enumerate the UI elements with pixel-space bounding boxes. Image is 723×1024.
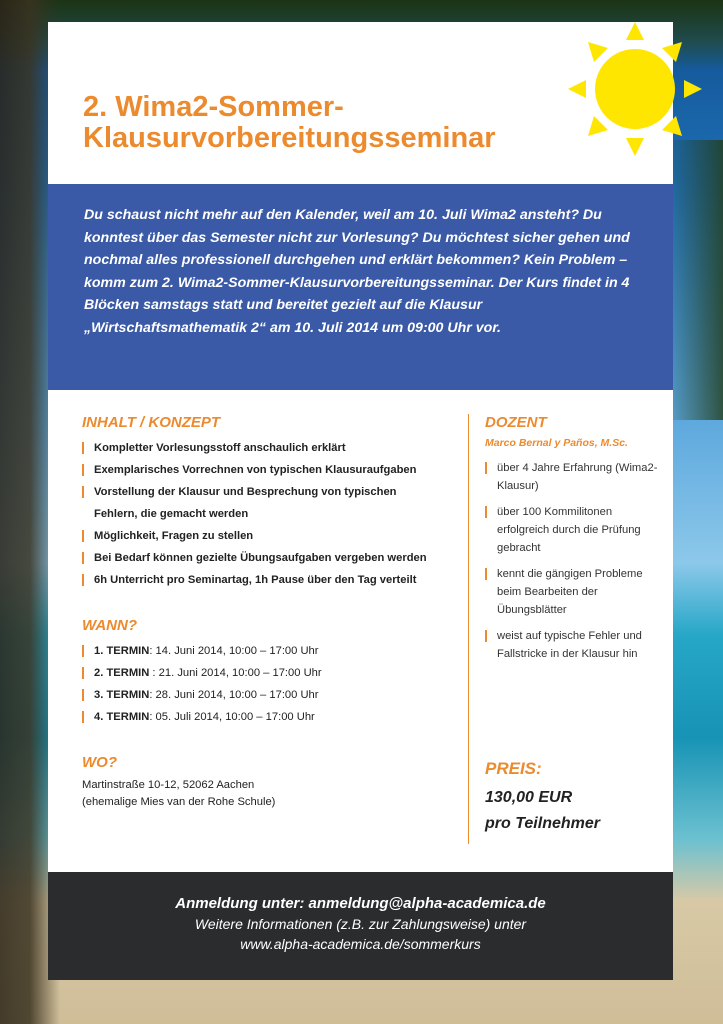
inhalt-list-rest bbox=[82, 525, 442, 591]
termin-sep: : bbox=[149, 689, 156, 701]
list-item: über 100 Kommilitonen erfolgreich durch die Prüfung gebracht bbox=[485, 503, 659, 557]
preis-unit: pro Teilnehmer bbox=[485, 815, 600, 832]
dozent-name: Marco Bernal y Paños, M.Sc. bbox=[485, 437, 628, 449]
wann-heading: WANN? bbox=[82, 617, 137, 634]
termin-sep: : bbox=[149, 667, 159, 679]
wo-address: Martinstraße 10-12, 52062 Aachen bbox=[82, 779, 255, 791]
list-item: Bei Bedarf können gezielte Übungsaufgaben vergeben werden bbox=[82, 547, 442, 569]
termin-date: 05. Juli 2014, 10:00 – 17:00 Uhr bbox=[155, 711, 315, 723]
list-item: Exemplarisches Vorrechnen von typischen Klausuraufgaben bbox=[82, 459, 442, 481]
intro-box bbox=[48, 184, 673, 390]
intro-text: Du schaust nicht mehr auf den Kalender, weil am 10. Juli Wima2 ansteht? Du konntest über das Semester nicht zur Vorlesung? Du möchtest sicher gehen und nochmal alles professionell durchgehen und erklärt bekommen? Kein Problem – komm zum 2. Wima2-Sommer-Klausurvorbereitungsseminar. Der Kurs findet in 4 Blöcken samstags statt und bereitet gezielt auf die Klausur „Wirtschaftsmathematik 2“ am 10. Juli 2014 um 09:00 Uhr vor. bbox=[84, 207, 630, 336]
termin-sep: : bbox=[149, 711, 156, 723]
inhalt-list bbox=[82, 437, 442, 503]
wo-address-note: (ehemalige Mies van der Rohe Schule) bbox=[82, 796, 276, 808]
flyer-title bbox=[83, 92, 553, 154]
preis-amount: 130,00 EUR bbox=[485, 789, 573, 806]
termin-label: 1. TERMIN bbox=[94, 645, 150, 657]
sun-icon bbox=[560, 14, 710, 164]
footer-url: www.alpha-academica.de/sommerkurs bbox=[240, 936, 481, 952]
list-item: Möglichkeit, Fragen zu stellen bbox=[82, 525, 442, 547]
termin-label: 3. TERMIN bbox=[94, 689, 150, 701]
footer bbox=[48, 872, 673, 980]
list-item: 6h Unterricht pro Seminartag, 1h Pause über den Tag verteilt bbox=[82, 569, 442, 591]
list-item: kennt die gängigen Probleme beim Bearbeiten der Übungsblätter bbox=[485, 565, 659, 619]
termin-sep: : bbox=[149, 645, 156, 657]
termin-label: 2. TERMIN bbox=[94, 667, 150, 679]
termin-item bbox=[82, 706, 442, 728]
wo-heading: WO? bbox=[82, 754, 117, 771]
title-line-1: 2. Wima2-Sommer- bbox=[83, 91, 344, 123]
dozent-heading: DOZENT bbox=[485, 414, 547, 431]
termin-item bbox=[82, 662, 442, 684]
title-line-2: Klausurvorbereitungsseminar bbox=[83, 122, 496, 154]
inhalt-heading: INHALT / KONZEPT bbox=[82, 414, 221, 431]
left-column bbox=[82, 414, 442, 811]
termin-list bbox=[82, 640, 442, 728]
preis-heading: PREIS: bbox=[485, 759, 542, 778]
list-item: Vorstellung der Klausur und Besprechung von typischen bbox=[82, 481, 442, 503]
footer-info: Weitere Informationen (z.B. zur Zahlungsweise) unter bbox=[194, 916, 527, 932]
list-item-continuation: Fehlern, die gemacht werden bbox=[94, 508, 249, 520]
dozent-list bbox=[485, 459, 659, 663]
list-item: weist auf typische Fehler und Fallstricke in der Klausur hin bbox=[485, 627, 659, 663]
footer-registration: Anmeldung unter: anmeldung@alpha-academica.de bbox=[175, 895, 546, 912]
termin-date: 14. Juni 2014, 10:00 – 17:00 Uhr bbox=[155, 645, 319, 657]
termin-date: 28. Juni 2014, 10:00 – 17:00 Uhr bbox=[155, 689, 319, 701]
termin-label: 4. TERMIN bbox=[94, 711, 150, 723]
termin-date: 21. Juni 2014, 10:00 – 17:00 Uhr bbox=[158, 667, 322, 679]
termin-item bbox=[82, 684, 442, 706]
list-item: über 4 Jahre Erfahrung (Wima2-Klausur) bbox=[485, 459, 659, 495]
list-item: Kompletter Vorlesungsstoff anschaulich erklärt bbox=[82, 437, 442, 459]
right-column bbox=[468, 414, 659, 844]
termin-item bbox=[82, 640, 442, 662]
